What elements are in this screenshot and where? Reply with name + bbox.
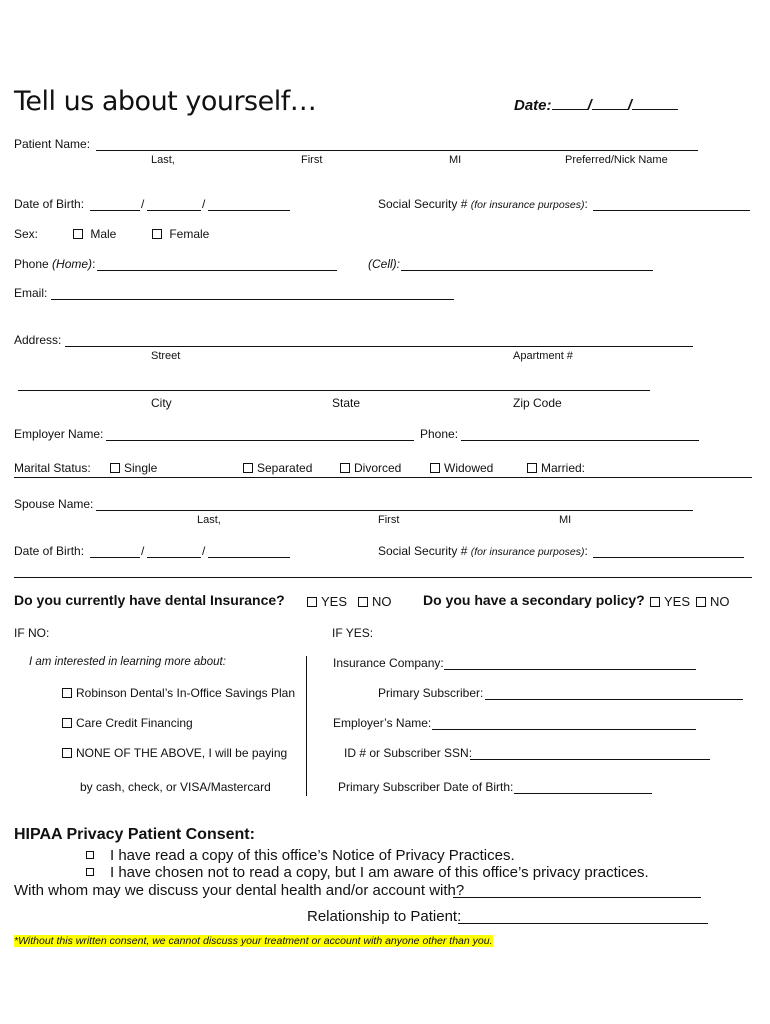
if-yes-label: IF YES: — [332, 626, 374, 640]
interest-option-none[interactable] — [62, 746, 287, 760]
primary-subscriber-field[interactable] — [485, 699, 743, 700]
dob-month-field[interactable] — [90, 210, 140, 211]
subscriber-dob-label: Primary Subscriber Date of Birth: — [338, 780, 514, 794]
sex-female-option[interactable] — [152, 227, 209, 241]
ssn-note: (for insurance purposes) — [470, 199, 585, 211]
caption-nickname: Preferred/Nick Name — [565, 154, 668, 166]
caption-apartment: Apartment # — [513, 350, 573, 362]
marital-single-option[interactable] — [110, 461, 157, 475]
secondary-question: Do you have a secondary policy? — [423, 592, 645, 608]
ssn-field[interactable] — [593, 210, 750, 211]
whom-field[interactable] — [453, 897, 701, 898]
yes-label: YES — [664, 594, 691, 609]
checkbox-secondary-no[interactable] — [696, 597, 706, 607]
spouse-dob-day-field[interactable] — [147, 557, 201, 558]
ssn-label: Social Security # — [378, 197, 468, 211]
checkbox-savings-plan[interactable] — [62, 688, 72, 698]
yes-label: YES — [321, 594, 348, 609]
marital-divorced-option[interactable] — [340, 461, 401, 475]
date-sep: / — [627, 97, 632, 114]
marital-label: Marital Status: — [14, 461, 91, 475]
spouse-dob-label: Date of Birth: — [14, 544, 85, 558]
marital-divider — [14, 477, 752, 478]
phone-label: Phone — [14, 257, 49, 271]
spouse-ssn-field[interactable] — [593, 557, 744, 558]
hipaa-title: HIPAA Privacy Patient Consent: — [14, 826, 255, 843]
column-divider — [306, 656, 307, 796]
spouse-name-field[interactable] — [96, 510, 693, 511]
employers-name-label: Employer’s Name: — [333, 716, 432, 730]
no-label: NO — [372, 594, 392, 609]
insurance-no-option[interactable] — [358, 594, 392, 609]
sex-male-option[interactable] — [73, 227, 116, 241]
secondary-no-option[interactable] — [696, 594, 730, 609]
email-label: Email: — [14, 286, 48, 300]
insurance-company-label: Insurance Company: — [333, 656, 444, 670]
employer-label: Employer Name: — [14, 427, 104, 441]
marital-separated-option[interactable] — [243, 461, 312, 475]
checkbox-secondary-yes[interactable] — [650, 597, 660, 607]
colon: : — [92, 257, 96, 271]
city-state-zip-field[interactable] — [18, 390, 650, 391]
caption-mi: MI — [449, 154, 462, 166]
spouse-dob-month-field[interactable] — [90, 557, 140, 558]
id-field[interactable] — [470, 759, 710, 760]
checkbox-insurance-yes[interactable] — [307, 597, 317, 607]
checkbox-divorced[interactable] — [340, 463, 350, 473]
ssn-label-group — [378, 197, 588, 211]
dob-slash: / — [202, 197, 206, 211]
married-label: Married: — [541, 461, 586, 475]
home-phone-field[interactable] — [97, 270, 337, 271]
employer-phone-field[interactable] — [461, 440, 699, 441]
employer-phone-label: Phone: — [420, 427, 459, 441]
checkbox-insurance-no[interactable] — [358, 597, 368, 607]
spouse-label: Spouse Name: — [14, 497, 94, 511]
caption-zip: Zip Code — [513, 396, 562, 410]
dob-year-field[interactable] — [208, 210, 290, 211]
cell-label: (Cell): — [368, 257, 400, 271]
footnote-text: *Without this written consent, we cannot discuss your treatment or account with anyone other than you. — [14, 935, 493, 947]
secondary-yes-option[interactable] — [650, 594, 690, 609]
colon: : — [584, 197, 588, 211]
page-title: Tell us about yourself… — [14, 86, 317, 117]
whom-label: With whom may we discuss your dental health and/or account with? — [14, 882, 465, 899]
dob-slash: / — [141, 544, 145, 558]
hipaa-not-read-label: I have chosen not to read a copy, but I am aware of this office’s privacy practices. — [110, 864, 649, 881]
if-no-label: IF NO: — [14, 626, 50, 640]
insurance-question: Do you currently have dental Insurance? — [14, 592, 285, 608]
caption-city: City — [151, 396, 172, 410]
spouse-dob-year-field[interactable] — [208, 557, 290, 558]
section-divider — [14, 577, 752, 578]
marital-widowed-option[interactable] — [430, 461, 493, 475]
employers-name-field[interactable] — [432, 729, 696, 730]
checkbox-widowed[interactable] — [430, 463, 440, 473]
checkbox-single[interactable] — [110, 463, 120, 473]
insurance-yes-option[interactable] — [307, 594, 347, 609]
female-label: Female — [169, 227, 210, 241]
date-field[interactable] — [514, 97, 678, 114]
checkbox-none[interactable] — [62, 748, 72, 758]
hipaa-option-not-read[interactable] — [86, 864, 649, 881]
checkbox-married[interactable] — [527, 463, 537, 473]
insurance-company-field[interactable] — [444, 669, 696, 670]
ssn-label: Social Security # — [378, 544, 468, 558]
footnote — [14, 933, 493, 947]
caption-spouse-last: Last, — [197, 514, 221, 526]
marital-married-option[interactable] — [527, 461, 585, 475]
date-sep: / — [587, 97, 592, 114]
divorced-label: Divorced — [354, 461, 402, 475]
interested-label: I am interested in learning more about: — [29, 656, 226, 668]
phone-home-label: (Home) — [52, 257, 93, 271]
relationship-field[interactable] — [458, 923, 708, 924]
dob-label: Date of Birth: — [14, 197, 85, 211]
address-label: Address: — [14, 333, 62, 347]
checkbox-female[interactable] — [152, 229, 162, 239]
checkbox-male[interactable] — [73, 229, 83, 239]
date-label: Date: — [514, 97, 552, 114]
caption-state: State — [332, 396, 361, 410]
interest-none-cont: by cash, check, or VISA/Mastercard — [80, 780, 271, 794]
interest-option-care-credit[interactable] — [62, 716, 193, 730]
separated-label: Separated — [257, 461, 313, 475]
care-credit-label: Care Credit Financing — [76, 716, 193, 730]
hipaa-read-label: I have read a copy of this office’s Notice of Privacy Practices. — [110, 847, 515, 864]
ssn-note: (for insurance purposes) — [470, 546, 585, 558]
address-street-field[interactable] — [65, 346, 693, 347]
savings-plan-label: Robinson Dental’s In-Office Savings Plan — [76, 686, 296, 700]
checkbox-separated[interactable] — [243, 463, 253, 473]
sex-label: Sex: — [14, 227, 39, 241]
employer-field[interactable] — [106, 440, 414, 441]
checkbox-hipaa-not-read[interactable] — [86, 868, 94, 876]
dob-slash: / — [202, 544, 206, 558]
dob-day-field[interactable] — [147, 210, 201, 211]
widowed-label: Widowed — [444, 461, 494, 475]
checkbox-hipaa-read[interactable] — [86, 851, 94, 859]
caption-spouse-first: First — [378, 514, 400, 526]
phone-label-group — [14, 257, 95, 271]
caption-street: Street — [151, 350, 181, 362]
email-field[interactable] — [51, 299, 454, 300]
relationship-label: Relationship to Patient: — [307, 908, 462, 925]
checkbox-care-credit[interactable] — [62, 718, 72, 728]
single-label: Single — [124, 461, 158, 475]
cell-phone-field[interactable] — [401, 270, 653, 271]
no-label: NO — [710, 594, 730, 609]
colon: : — [584, 544, 588, 558]
patient-name-label: Patient Name: — [14, 137, 91, 151]
caption-spouse-mi: MI — [559, 514, 572, 526]
male-label: Male — [90, 227, 117, 241]
hipaa-option-read[interactable] — [86, 847, 515, 864]
spouse-ssn-label-group — [378, 544, 588, 558]
interest-option-savings[interactable] — [62, 686, 295, 700]
caption-last: Last, — [151, 154, 175, 166]
caption-first: First — [301, 154, 323, 166]
primary-subscriber-label: Primary Subscriber: — [378, 686, 484, 700]
patient-name-field[interactable] — [96, 150, 698, 151]
subscriber-dob-field[interactable] — [514, 793, 652, 794]
none-label: NONE OF THE ABOVE, I will be paying — [76, 746, 288, 760]
dob-slash: / — [141, 197, 145, 211]
id-label: ID # or Subscriber SSN: — [344, 746, 473, 760]
